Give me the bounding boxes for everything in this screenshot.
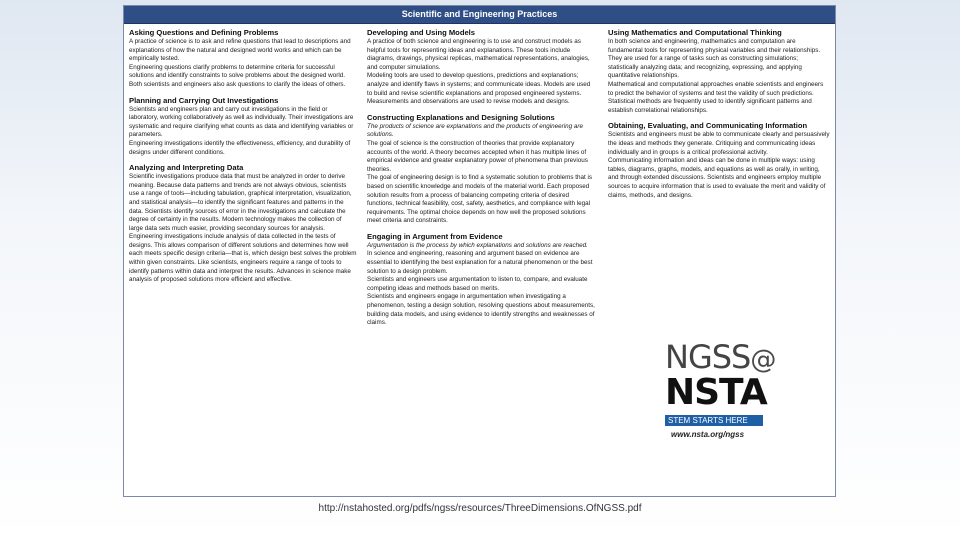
logo-tagline-stem: STEM: [668, 416, 691, 425]
practice-section: [129, 163, 357, 285]
practice-section: [367, 113, 595, 226]
section-paragraph: Both scientists and engineers also ask questions to clarify the ideas of others.: [129, 80, 346, 88]
practice-section: [608, 121, 830, 200]
section-paragraph: The products of science are explanations and the products of engineering are solutions.: [367, 122, 583, 139]
practice-section: [608, 28, 830, 115]
section-paragraph: Scientists and engineers must be able to communicate clearly and persuasively the ideas and methods they generate. Critiquing and communicating ideas individually and in groups is a critical professional activity.: [608, 131, 830, 156]
section-paragraph: Argumentation is the process by which explanations and solutions are reached.: [367, 241, 588, 249]
section-paragraph: Engineering investigations identify the effectiveness, efficiency, and durability of designs under different conditions.: [129, 139, 351, 156]
logo-ngss-text: NGSS: [665, 338, 751, 376]
logo-tagline: [665, 415, 763, 426]
column-3: [608, 28, 830, 206]
section-heading: Asking Questions and Defining Problems: [129, 28, 279, 37]
logo-at: @: [750, 345, 776, 375]
logo-url: www.nsta.org/ngss: [671, 430, 745, 439]
logo-nsta: NSTA: [665, 372, 767, 413]
source-citation: http://nstahosted.org/pdfs/ngss/resources/ThreeDimensions.OfNGSS.pdf: [318, 503, 642, 514]
section-heading: Constructing Explanations and Designing Solutions: [367, 112, 555, 122]
document-title: Scientific and Engineering Practices: [124, 6, 835, 24]
section-heading: Developing and Using Models: [367, 28, 476, 37]
section-paragraph: A practice of both science and engineering is to use and construct models as helpful tools for representing ideas and explanations. These tools include diagrams, drawings, physical replicas, mathematical representations, analogies, and computer simulations.: [367, 38, 590, 71]
section-paragraph: A practice of science is to ask and refine questions that lead to descriptions and explanations of how the natural and designed world works and which can be empirically tested.: [129, 38, 351, 63]
section-paragraph: Scientific investigations produce data that must be analyzed in order to derive meaning. Because data patterns and trends are not always obvious, scientists use a range of tools—including tabulation, graphical interpretation, visualization, and statistical analysis—to identify the significant features and patterns in the data. Scientists identify sources of error in the investigations and calculate the degree of certainty in the results. Modern technology makes the collection of large data sets much easier, providing secondary sources for analysis.: [129, 173, 352, 232]
column-2: [367, 28, 595, 334]
section-heading: Using Mathematics and Computational Thinking: [608, 28, 782, 37]
section-paragraph: Engineering questions clarify problems to determine criteria for successful solutions and identify constraints to solve problems about the designed world.: [129, 63, 345, 80]
document-page: [123, 5, 836, 497]
section-paragraph: Engineering investigations include analysis of data collected in the tests of designs. This allows comparison of different solutions and determines how well each meets specific design criteria—that is, which design best solves the problem within given constraints. Like scientists, engineers require a range of tools to identify patterns within data and interpret the results. Advances in science make analysis of proposed solutions more efficient and effective.: [129, 233, 357, 284]
section-paragraph: Scientists and engineers plan and carry out investigations in the field or laboratory, working collaboratively as well as individually. Their investigations are systematic and require clarifying what counts as data and identifying variables or parameters.: [129, 105, 354, 139]
practice-section: [367, 28, 595, 107]
section-heading: Obtaining, Evaluating, and Communicating Information: [608, 121, 808, 131]
section-paragraph: In both science and engineering, mathematics and computation are fundamental tools for representing physical variables and their relationships. They are used for a range of tasks such as constructing simulations; statistically analyzing data; and recognizing, expressing, and applying quantitative relationships.: [608, 38, 821, 80]
section-heading: Planning and Carrying Out Investigations: [129, 95, 279, 105]
column-1: [129, 28, 357, 291]
section-heading: Analyzing and Interpreting Data: [129, 163, 244, 173]
logo-ngss: [665, 338, 805, 376]
section-paragraph: The goal of science is the construction of theories that provide explanatory accounts of the world. A theory becomes accepted when it has multiple lines of empirical evidence and greater explanatory power of phenomena than previous theories.: [367, 139, 588, 173]
section-paragraph: In science and engineering, reasoning and argument based on evidence are essential to identifying the best explanation for a natural phenomenon or the best solution to a design problem.: [367, 250, 593, 275]
practice-section: [129, 28, 357, 90]
section-paragraph: Scientists and engineers use argumentation to listen to, compare, and evaluate competing ideas and methods based on merits.: [367, 276, 588, 292]
section-paragraph: The goal of engineering design is to find a systematic solution to problems that is based on scientific knowledge and models of the material world. Each proposed solution results from a process of balancing competing criteria of desired functions, technical feasibility, cost, safety, aesthetics, and compliance with legal requirements. The optimal choice depends on how well the proposed solutions meet criteria and constraints.: [367, 174, 593, 225]
practice-section: [129, 96, 357, 158]
section-paragraph: Mathematical and computational approaches enable scientists and engineers to predict the behavior of systems and test the validity of such predictions. Statistical methods are frequently used to identify significant patterns and establish correlational relationships.: [608, 80, 824, 114]
section-paragraph: Communicating information and ideas can be done in multiple ways: using tables, diagrams, graphs, models, and equations as well as orally, in writing, and through extended discussions. Scientists and engineers employ multiple sources to acquire information that is used to evaluate the merit and validity of claims, methods, and designs.: [608, 157, 826, 199]
section-paragraph: Scientists and engineers engage in argumentation when investigating a phenomenon, testing a design solution, resolving questions about measurements, building data models, and using evidence to identify strengths and weaknesses of claims.: [367, 293, 595, 327]
ngss-nsta-logo: [665, 338, 805, 439]
section-paragraph: Modeling tools are used to develop questions, predictions and explanations; analyze and identify flaws in systems; and communicate ideas. Models are used to build and revise scientific explanations and proposed engineered systems. Measurements and observations are used to revise models and designs.: [367, 72, 591, 106]
section-heading: Engaging in Argument from Evidence: [367, 231, 503, 241]
logo-tagline-rest: STARTS HERE: [692, 416, 748, 425]
practice-section: [367, 232, 595, 328]
